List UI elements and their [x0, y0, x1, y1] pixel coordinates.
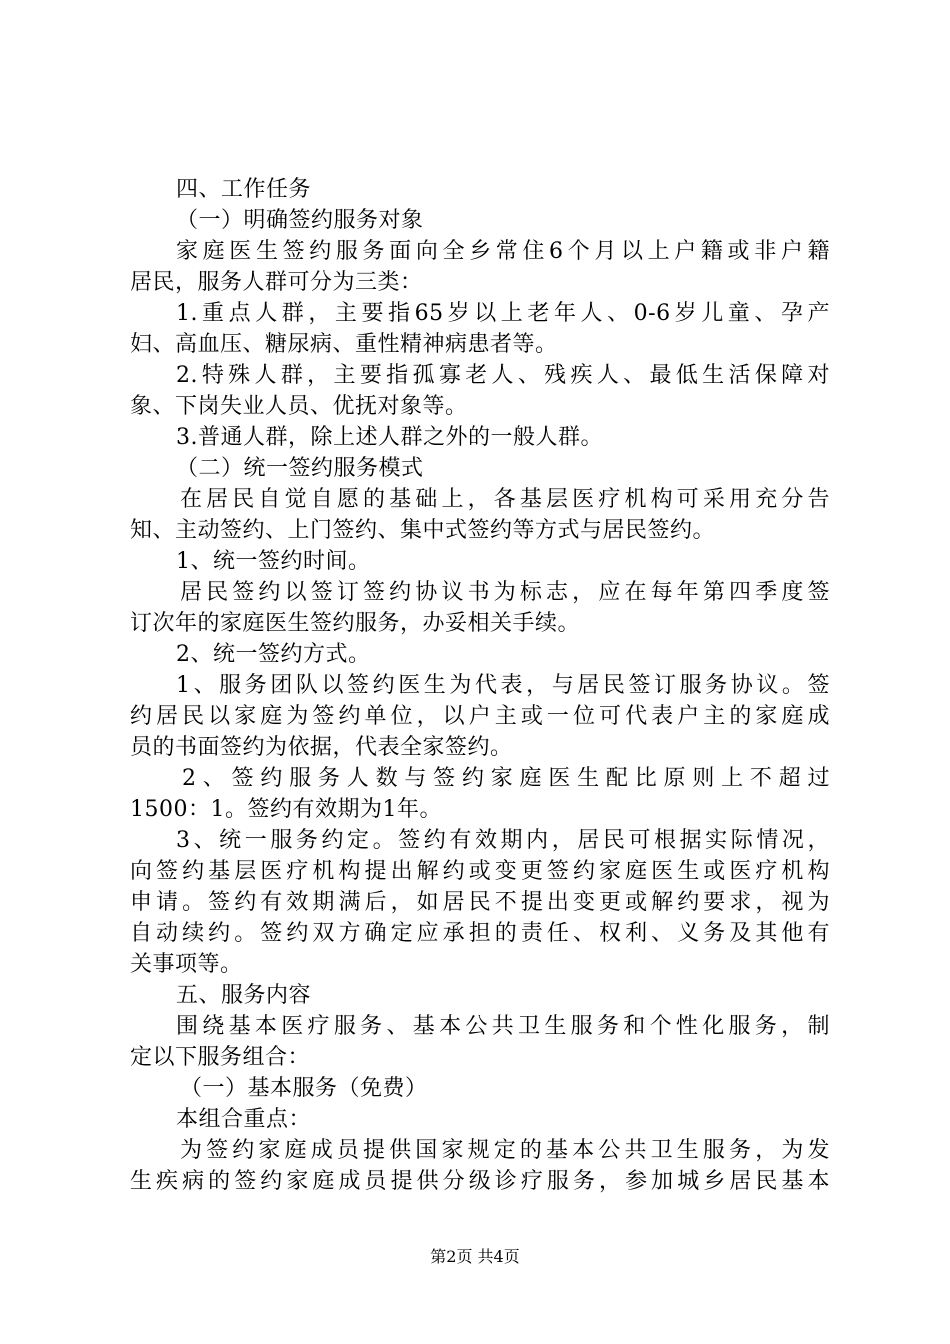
paragraph-line: 订次年的家庭医生签约服务，办妥相关手续。 [130, 611, 581, 636]
paragraph-line: 关事项等。 [130, 952, 243, 977]
paragraph-line: 在居民自觉自愿的基础上，各基层医疗机构可采用充分告 [180, 487, 830, 512]
paragraph-line: 居民，服务人群可分为三类： [130, 270, 423, 295]
section-heading: 四、工作任务 [176, 177, 312, 202]
paragraph-line: 本组合重点： [176, 1107, 312, 1132]
paragraph-line: 1.重点人群，主要指65岁以上老年人、0-6岁儿童、孕产 [176, 301, 830, 326]
paragraph-line: 约居民以家庭为签约单位，以户主或一位可代表户主的家庭成 [130, 704, 830, 729]
section-heading: 五、服务内容 [176, 983, 312, 1008]
page-footer: 第2页 共4页 [430, 1247, 520, 1266]
subsection-heading: （二）统一签约服务模式 [176, 456, 424, 481]
paragraph-line: 2.特殊人群，主要指孤寡老人、残疾人、最低生活保障对 [176, 363, 830, 388]
paragraph-line: 员的书面签约为依据，代表全家签约。 [130, 735, 513, 760]
subsection-heading: （一）明确签约服务对象 [176, 208, 424, 233]
paragraph-line: 知、主动签约、上门签约、集中式签约等方式与居民签约。 [130, 518, 716, 543]
document-body [130, 174, 830, 1197]
paragraph-line: 围绕基本医疗服务、基本公共卫生服务和个性化服务，制 [176, 1014, 830, 1039]
paragraph-line: 申请。签约有效期满后，如居民不提出变更或解约要求，视为 [130, 890, 830, 915]
paragraph-line: 3、统一服务约定。签约有效期内，居民可根据实际情况， [176, 828, 830, 853]
paragraph-line: 生疾病的签约家庭成员提供分级诊疗服务，参加城乡居民基本 [130, 1169, 830, 1194]
subsection-heading: （一）基本服务（免费） [180, 1076, 428, 1101]
paragraph-line: 3.普通人群，除上述人群之外的一般人群。 [176, 425, 603, 450]
paragraph-line: 自动续约。签约双方确定应承担的责任、权利、义务及其他有 [130, 921, 830, 946]
paragraph-line: 向签约基层医疗机构提出解约或变更签约家庭医生或医疗机构 [130, 859, 830, 884]
paragraph-line: 居民签约以签订签约协议书为标志，应在每年第四季度签 [180, 580, 830, 605]
paragraph-line: 定以下服务组合： [130, 1045, 311, 1070]
paragraph-line: 家庭医生签约服务面向全乡常住6个月以上户籍或非户籍 [176, 239, 830, 264]
paragraph-line: 妇、高血压、糖尿病、重性精神病患者等。 [130, 332, 558, 357]
paragraph-line: 1、服务团队以签约医生为代表，与居民签订服务协议。签 [176, 673, 830, 698]
paragraph-line: 1、统一签约时间。 [176, 549, 371, 574]
paragraph-line: 2、统一签约方式。 [176, 642, 371, 667]
paragraph-line: 象、下岗失业人员、优抚对象等。 [130, 394, 468, 419]
paragraph-line: 1500：1。签约有效期为1年。 [130, 797, 442, 822]
paragraph-line: 为签约家庭成员提供国家规定的基本公共卫生服务，为发 [180, 1138, 830, 1163]
paragraph-line: 2、签约服务人数与签约家庭医生配比原则上不超过 [182, 766, 830, 791]
